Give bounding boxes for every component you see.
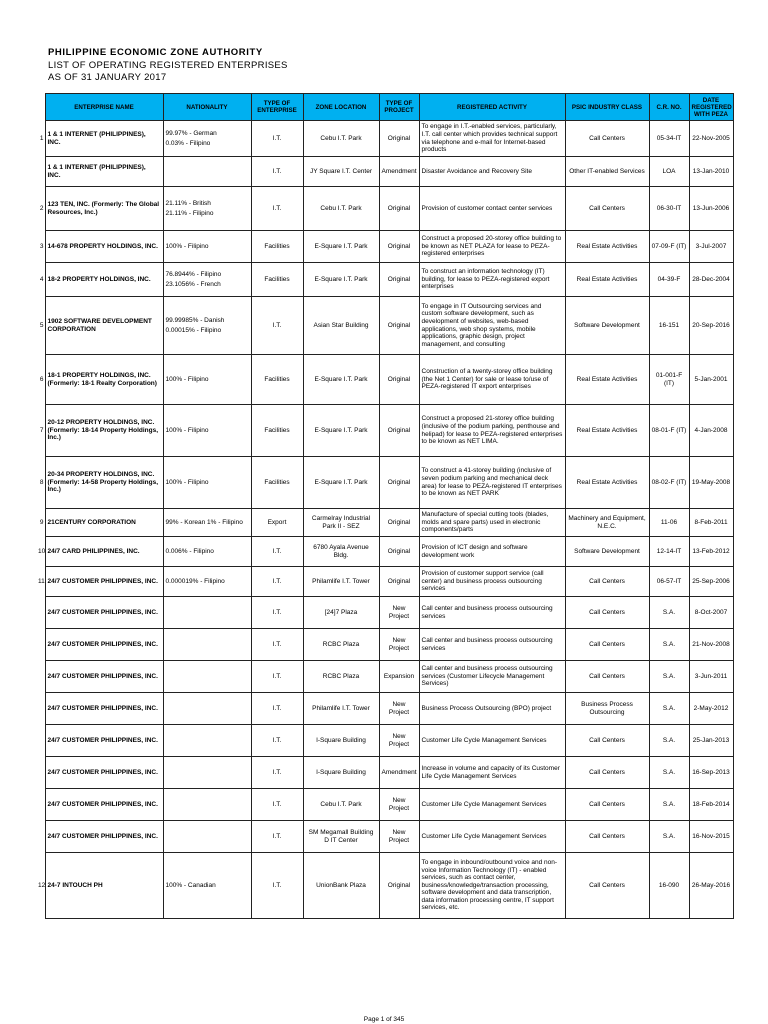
nationality-line: 100% - Filipino bbox=[165, 478, 209, 486]
zone-location-cell: E-Square I.T. Park bbox=[303, 405, 379, 457]
nationality-line: 100% - Filipino bbox=[165, 242, 209, 250]
project-type-cell: Original bbox=[379, 509, 419, 537]
document-authority: PHILIPPINE ECONOMIC ZONE AUTHORITY bbox=[48, 47, 263, 58]
project-type-cell: Expansion bbox=[379, 661, 419, 693]
nationality-cell bbox=[163, 509, 251, 537]
nationality-line: 21.11% - British bbox=[165, 199, 211, 207]
date-registered-cell: 5-Jan-2001 bbox=[689, 355, 733, 405]
registered-activity-cell: To construct an information technology (IT) building, for lease to PEZA-registered export enterprises bbox=[419, 263, 565, 297]
registered-activity-cell: Customer Life Cycle Management Services bbox=[419, 789, 565, 821]
row-number: 3 bbox=[39, 242, 44, 250]
table-row bbox=[36, 853, 733, 919]
cr-no-cell: S.A. bbox=[649, 597, 689, 629]
table-row bbox=[36, 725, 733, 757]
enterprise-name-cell: 1902 SOFTWARE DEVELOPMENT CORPORATION bbox=[45, 297, 163, 355]
psic-class-cell: Other IT-enabled Services bbox=[565, 157, 649, 187]
table-row bbox=[36, 121, 733, 157]
registered-activity-cell: To engage in inbound/outbound voice and non-voice Information Technology (IT) - enabled services, such as contact center, business/knowledge/transaction processing, software development and data transcription, data information processing centre, IT support services, etc. bbox=[419, 853, 565, 919]
enterprise-type-cell: I.T. bbox=[251, 757, 303, 789]
nationality-line: 0.00015% - Filipino bbox=[165, 326, 222, 334]
nationality-cell bbox=[163, 187, 251, 231]
nationality-cell bbox=[163, 661, 251, 693]
zone-location-cell: E-Square I.T. Park bbox=[303, 263, 379, 297]
registered-activity-cell: Call center and business process outsourcing services bbox=[419, 597, 565, 629]
nationality-line: 23.1056% - French bbox=[165, 280, 221, 288]
enterprise-name-cell: 123 TEN, INC. (Formerly: The Global Resources, Inc.) bbox=[45, 187, 163, 231]
nationality-line: 21.11% - Filipino bbox=[165, 209, 214, 217]
registered-activity-cell: Construct a proposed 21-storey office building (inclusive of the podium parking, penthouse and helipad) for lease to PEZA-registered enterprises to be known as NET LIMA. bbox=[419, 405, 565, 457]
col-registered-activity: REGISTERED ACTIVITY bbox=[419, 94, 565, 121]
row-number bbox=[36, 789, 45, 821]
cr-no-cell: 16-090 bbox=[649, 853, 689, 919]
enterprise-name-cell: 18-2 PROPERTY HOLDINGS, INC. bbox=[45, 263, 163, 297]
enterprise-type-cell: Facilities bbox=[251, 355, 303, 405]
psic-class-cell: Call Centers bbox=[565, 567, 649, 597]
table-row bbox=[36, 757, 733, 789]
nationality-cell bbox=[163, 693, 251, 725]
project-type-cell: New Project bbox=[379, 789, 419, 821]
psic-class-cell: Call Centers bbox=[565, 725, 649, 757]
row-number: 7 bbox=[39, 426, 44, 434]
psic-class-cell: Real Estate Activities bbox=[565, 231, 649, 263]
enterprise-type-cell: I.T. bbox=[251, 853, 303, 919]
date-registered-cell: 25-Jan-2013 bbox=[689, 725, 733, 757]
date-registered-cell: 8-Feb-2011 bbox=[689, 509, 733, 537]
enterprise-type-cell: I.T. bbox=[251, 537, 303, 567]
registered-activity-cell: Disaster Avoidance and Recovery Site bbox=[419, 157, 565, 187]
registered-activity-cell: Construction of a twenty-storey office building (the Net 1 Center) for sale or lease to/use of PEZA-registered IT export enterprises bbox=[419, 355, 565, 405]
cr-no-cell: 07-09-F (IT) bbox=[649, 231, 689, 263]
zone-location-cell: E-Square I.T. Park bbox=[303, 231, 379, 263]
col-type-of-enterprise: TYPE OF ENTERPRISE bbox=[251, 94, 303, 121]
table-row bbox=[36, 297, 733, 355]
cr-no-cell: S.A. bbox=[649, 789, 689, 821]
row-number bbox=[36, 757, 45, 789]
nationality-cell bbox=[163, 757, 251, 789]
psic-class-cell: Real Estate Activities bbox=[565, 457, 649, 509]
table-row bbox=[36, 629, 733, 661]
registered-activity-cell: Construct a proposed 20-storey office building to be known as NET PLAZA for lease to PEZA-registered enterprises bbox=[419, 231, 565, 263]
enterprise-name-cell: 24/7 CUSTOMER PHILIPPINES, INC. bbox=[45, 821, 163, 853]
enterprise-name-cell: 24/7 CUSTOMER PHILIPPINES, INC. bbox=[45, 567, 163, 597]
cr-no-cell: 04-39-F bbox=[649, 263, 689, 297]
date-registered-cell: 4-Jan-2008 bbox=[689, 405, 733, 457]
psic-class-cell: Call Centers bbox=[565, 789, 649, 821]
table-row bbox=[36, 157, 733, 187]
nationality-line: 100% - Filipino bbox=[165, 426, 209, 434]
project-type-cell: Original bbox=[379, 231, 419, 263]
nationality-cell bbox=[163, 853, 251, 919]
zone-location-cell: RCBC Plaza bbox=[303, 629, 379, 661]
enterprise-name-cell: 24/7 CUSTOMER PHILIPPINES, INC. bbox=[45, 661, 163, 693]
row-number: 8 bbox=[39, 478, 44, 486]
row-number: 12 bbox=[38, 881, 45, 889]
registered-activity-cell: Business Process Outsourcing (BPO) project bbox=[419, 693, 565, 725]
nationality-cell bbox=[163, 789, 251, 821]
zone-location-cell: E-Square I.T. Park bbox=[303, 355, 379, 405]
document-title: LIST OF OPERATING REGISTERED ENTERPRISES bbox=[48, 60, 288, 71]
table-row bbox=[36, 821, 733, 853]
project-type-cell: Original bbox=[379, 297, 419, 355]
cr-no-cell: S.A. bbox=[649, 821, 689, 853]
psic-class-cell: Real Estate Activities bbox=[565, 355, 649, 405]
col-cr-no: C.R. NO. bbox=[649, 94, 689, 121]
enterprise-name-cell: 24/7 CUSTOMER PHILIPPINES, INC. bbox=[45, 725, 163, 757]
enterprise-type-cell: I.T. bbox=[251, 567, 303, 597]
cr-no-cell: 08-01-F (IT) bbox=[649, 405, 689, 457]
nationality-cell bbox=[163, 121, 251, 157]
zone-location-cell: Cebu I.T. Park bbox=[303, 121, 379, 157]
nationality-cell bbox=[163, 597, 251, 629]
enterprise-type-cell: I.T. bbox=[251, 157, 303, 187]
registered-activity-cell: To engage in I.T.-enabled services, particularly, I.T. call center which provides technical support via telephone and e-mail for Internet-based products bbox=[419, 121, 565, 157]
document-date: AS OF 31 JANUARY 2017 bbox=[48, 72, 167, 83]
project-type-cell: New Project bbox=[379, 821, 419, 853]
project-type-cell: Original bbox=[379, 355, 419, 405]
psic-class-cell: Software Development bbox=[565, 537, 649, 567]
cr-no-cell: S.A. bbox=[649, 629, 689, 661]
enterprise-name-cell: 18-1 PROPERTY HOLDINGS, INC. (Formerly: 18-1 Realty Corporation) bbox=[45, 355, 163, 405]
col-date-registered: DATE REGISTERED WITH PEZA bbox=[689, 94, 733, 121]
psic-class-cell: Call Centers bbox=[565, 121, 649, 157]
nationality-cell bbox=[163, 537, 251, 567]
cr-no-cell: S.A. bbox=[649, 757, 689, 789]
col-zone-location: ZONE LOCATION bbox=[303, 94, 379, 121]
registered-activity-cell: To engage in IT Outsourcing services and custom software development, such as development of websites, web-based applications, web shop systems, mobile applications, graphic design, project management, and consulting bbox=[419, 297, 565, 355]
table-row bbox=[36, 661, 733, 693]
enterprise-type-cell: I.T. bbox=[251, 121, 303, 157]
nationality-cell bbox=[163, 725, 251, 757]
enterprise-name-cell: 24/7 CARD PHILIPPINES, INC. bbox=[45, 537, 163, 567]
cr-no-cell: 06-57-IT bbox=[649, 567, 689, 597]
nationality-line: 100% - Canadian bbox=[165, 881, 216, 889]
enterprise-name-cell: 24/7 CUSTOMER PHILIPPINES, INC. bbox=[45, 693, 163, 725]
row-number bbox=[36, 157, 45, 187]
date-registered-cell: 21-Nov-2008 bbox=[689, 629, 733, 661]
registered-activity-cell: Customer Life Cycle Management Services bbox=[419, 725, 565, 757]
zone-location-cell: JY Square I.T. Center bbox=[303, 157, 379, 187]
zone-location-cell: 6780 Ayala Avenue Bldg. bbox=[303, 537, 379, 567]
table-row bbox=[36, 405, 733, 457]
registered-activity-cell: Increase in volume and capacity of its Customer Life Cycle Management Services bbox=[419, 757, 565, 789]
zone-location-cell: E-Square I.T. Park bbox=[303, 457, 379, 509]
registered-activity-cell: Provision of customer contact center services bbox=[419, 187, 565, 231]
project-type-cell: New Project bbox=[379, 725, 419, 757]
zone-location-cell: I-Square Building bbox=[303, 725, 379, 757]
enterprise-type-cell: I.T. bbox=[251, 661, 303, 693]
zone-location-cell: Philamlife I.T. Tower bbox=[303, 693, 379, 725]
registered-activity-cell: Call center and business process outsourcing services bbox=[419, 629, 565, 661]
psic-class-cell: Call Centers bbox=[565, 821, 649, 853]
enterprise-name-cell: 24/7 CUSTOMER PHILIPPINES, INC. bbox=[45, 757, 163, 789]
project-type-cell: Original bbox=[379, 263, 419, 297]
enterprise-name-cell: 24/7 CUSTOMER PHILIPPINES, INC. bbox=[45, 597, 163, 629]
table-row bbox=[36, 693, 733, 725]
psic-class-cell: Call Centers bbox=[565, 853, 649, 919]
nationality-cell bbox=[163, 457, 251, 509]
table-row bbox=[36, 187, 733, 231]
cr-no-cell: 06-30-IT bbox=[649, 187, 689, 231]
enterprise-type-cell: I.T. bbox=[251, 629, 303, 661]
enterprise-type-cell: Facilities bbox=[251, 405, 303, 457]
table-row bbox=[36, 263, 733, 297]
date-registered-cell: 16-Nov-2015 bbox=[689, 821, 733, 853]
nationality-line: 0.000019% - Filipino bbox=[165, 577, 225, 585]
col-psic-industry-class: PSIC INDUSTRY CLASS bbox=[565, 94, 649, 121]
enterprise-name-cell: 1 & 1 INTERNET (PHILIPPINES), INC. bbox=[45, 121, 163, 157]
table-row bbox=[36, 567, 733, 597]
enterprise-name-cell: 14-678 PROPERTY HOLDINGS, INC. bbox=[45, 231, 163, 263]
enterprise-type-cell: Facilities bbox=[251, 231, 303, 263]
col-enterprise-name: ENTERPRISE NAME bbox=[45, 94, 163, 121]
registered-activity-cell: Provision of ICT design and software development work bbox=[419, 537, 565, 567]
row-number bbox=[36, 725, 45, 757]
zone-location-cell: Asian Star Building bbox=[303, 297, 379, 355]
registered-activity-cell: Customer Life Cycle Management Services bbox=[419, 821, 565, 853]
date-registered-cell: 19-May-2008 bbox=[689, 457, 733, 509]
zone-location-cell: Cebu I.T. Park bbox=[303, 789, 379, 821]
psic-class-cell: Call Centers bbox=[565, 661, 649, 693]
row-number: 10 bbox=[38, 547, 45, 555]
date-registered-cell: 25-Sep-2006 bbox=[689, 567, 733, 597]
nationality-line: 99.97% - German bbox=[165, 129, 217, 137]
zone-location-cell: I-Square Building bbox=[303, 757, 379, 789]
row-number bbox=[36, 821, 45, 853]
row-number: 1 bbox=[39, 134, 44, 142]
row-number: 6 bbox=[39, 375, 44, 383]
date-registered-cell: 18-Feb-2014 bbox=[689, 789, 733, 821]
date-registered-cell: 3-Jul-2007 bbox=[689, 231, 733, 263]
cr-no-cell: S.A. bbox=[649, 693, 689, 725]
page-footer: Page 1 of 345 bbox=[363, 1016, 405, 1023]
enterprise-name-cell: 24/7 CUSTOMER PHILIPPINES, INC. bbox=[45, 789, 163, 821]
row-number-header bbox=[36, 94, 45, 121]
project-type-cell: Original bbox=[379, 537, 419, 567]
date-registered-cell: 16-Sep-2013 bbox=[689, 757, 733, 789]
enterprise-type-cell: Facilities bbox=[251, 263, 303, 297]
table-header-row bbox=[36, 94, 733, 121]
project-type-cell: Original bbox=[379, 457, 419, 509]
project-type-cell: Original bbox=[379, 187, 419, 231]
project-type-cell: Original bbox=[379, 405, 419, 457]
enterprise-type-cell: I.T. bbox=[251, 789, 303, 821]
table-row bbox=[36, 509, 733, 537]
nationality-line: 0.006% - Filipino bbox=[165, 547, 214, 555]
enterprise-type-cell: I.T. bbox=[251, 297, 303, 355]
project-type-cell: Original bbox=[379, 853, 419, 919]
row-number bbox=[36, 629, 45, 661]
table-row bbox=[36, 789, 733, 821]
enterprise-name-cell: 24-7 INTOUCH PH bbox=[45, 853, 163, 919]
row-number bbox=[36, 597, 45, 629]
psic-class-cell: Call Centers bbox=[565, 187, 649, 231]
col-nationality: NATIONALITY bbox=[163, 94, 251, 121]
psic-class-cell: Call Centers bbox=[565, 629, 649, 661]
date-registered-cell: 13-Jan-2010 bbox=[689, 157, 733, 187]
table-row bbox=[36, 457, 733, 509]
enterprise-type-cell: I.T. bbox=[251, 725, 303, 757]
psic-class-cell: Call Centers bbox=[565, 597, 649, 629]
enterprise-type-cell: I.T. bbox=[251, 693, 303, 725]
registered-activity-cell: Manufacture of special cutting tools (blades, molds and spare parts) used in electronic components/parts bbox=[419, 509, 565, 537]
zone-location-cell: Cebu I.T. Park bbox=[303, 187, 379, 231]
row-number: 5 bbox=[39, 321, 44, 329]
enterprise-type-cell: I.T. bbox=[251, 597, 303, 629]
date-registered-cell: 13-Feb-2012 bbox=[689, 537, 733, 567]
zone-location-cell: UnionBank Plaza bbox=[303, 853, 379, 919]
enterprise-type-cell: Facilities bbox=[251, 457, 303, 509]
enterprise-name-cell: 24/7 CUSTOMER PHILIPPINES, INC. bbox=[45, 629, 163, 661]
psic-class-cell: Call Centers bbox=[565, 757, 649, 789]
zone-location-cell: SM Megamall Building D IT Center bbox=[303, 821, 379, 853]
date-registered-cell: 22-Nov-2005 bbox=[689, 121, 733, 157]
date-registered-cell: 26-May-2016 bbox=[689, 853, 733, 919]
nationality-cell bbox=[163, 567, 251, 597]
row-number bbox=[36, 693, 45, 725]
nationality-cell bbox=[163, 821, 251, 853]
nationality-cell bbox=[163, 231, 251, 263]
nationality-line: 0.03% - Filipino bbox=[165, 139, 211, 147]
table-row bbox=[36, 597, 733, 629]
enterprise-name-cell: 20-34 PROPERTY HOLDINGS, INC. (Formerly: 14-58 Property Holdings, Inc.) bbox=[45, 457, 163, 509]
registered-activity-cell: Provision of customer support service (call center) and business process outsourcing services bbox=[419, 567, 565, 597]
nationality-cell bbox=[163, 157, 251, 187]
project-type-cell: Amendment bbox=[379, 157, 419, 187]
nationality-line: 76.8944% - Filipino bbox=[165, 270, 222, 278]
nationality-cell bbox=[163, 263, 251, 297]
table-row bbox=[36, 355, 733, 405]
date-registered-cell: 13-Jun-2006 bbox=[689, 187, 733, 231]
nationality-cell bbox=[163, 355, 251, 405]
enterprise-name-cell: 20-12 PROPERTY HOLDINGS, INC. (Formerly: 18-14 Property Holdings, Inc.) bbox=[45, 405, 163, 457]
date-registered-cell: 2-May-2012 bbox=[689, 693, 733, 725]
row-number: 4 bbox=[39, 275, 44, 283]
date-registered-cell: 8-Oct-2007 bbox=[689, 597, 733, 629]
project-type-cell: New Project bbox=[379, 597, 419, 629]
psic-class-cell: Real Estate Activities bbox=[565, 405, 649, 457]
table-row bbox=[36, 537, 733, 567]
cr-no-cell: 16-151 bbox=[649, 297, 689, 355]
date-registered-cell: 28-Dec-2004 bbox=[689, 263, 733, 297]
nationality-line: 100% - Filipino bbox=[165, 375, 209, 383]
project-type-cell: Original bbox=[379, 567, 419, 597]
col-type-of-project: TYPE OF PROJECT bbox=[379, 94, 419, 121]
cr-no-cell: 08-02-F (IT) bbox=[649, 457, 689, 509]
enterprise-name-cell: 1 & 1 INTERNET (PHILIPPINES), INC. bbox=[45, 157, 163, 187]
nationality-cell bbox=[163, 629, 251, 661]
registered-activity-cell: Call center and business process outsourcing services (Customer Lifecycle Management Services) bbox=[419, 661, 565, 693]
registered-activity-cell: To construct a 41-storey building (inclusive of seven podium parking and mechanical deck area) for lease to PEZA-registered IT enterprises to be known as NET PARK bbox=[419, 457, 565, 509]
row-number: 11 bbox=[38, 577, 45, 585]
zone-location-cell: RCBC Plaza bbox=[303, 661, 379, 693]
cr-no-cell: S.A. bbox=[649, 661, 689, 693]
date-registered-cell: 20-Sep-2016 bbox=[689, 297, 733, 355]
cr-no-cell: 05-34-IT bbox=[649, 121, 689, 157]
project-type-cell: New Project bbox=[379, 629, 419, 661]
row-number: 9 bbox=[39, 518, 44, 526]
nationality-cell bbox=[163, 297, 251, 355]
nationality-cell bbox=[163, 405, 251, 457]
psic-class-cell: Business Process Outsourcing bbox=[565, 693, 649, 725]
project-type-cell: Original bbox=[379, 121, 419, 157]
enterprise-table bbox=[36, 93, 734, 919]
row-number: 2 bbox=[39, 204, 44, 212]
nationality-line: 99.99985% - Danish bbox=[165, 316, 225, 324]
psic-class-cell: Software Development bbox=[565, 297, 649, 355]
enterprise-type-cell: I.T. bbox=[251, 187, 303, 231]
cr-no-cell: 11-06 bbox=[649, 509, 689, 537]
psic-class-cell: Machinery and Equipment, N.E.C. bbox=[565, 509, 649, 537]
nationality-line: 99% - Korean 1% - Filipino bbox=[165, 518, 243, 526]
zone-location-cell: Philamlife I.T. Tower bbox=[303, 567, 379, 597]
table-row bbox=[36, 231, 733, 263]
row-number bbox=[36, 661, 45, 693]
enterprise-type-cell: I.T. bbox=[251, 821, 303, 853]
enterprise-name-cell: 21CENTURY CORPORATION bbox=[45, 509, 163, 537]
enterprise-type-cell: Export bbox=[251, 509, 303, 537]
psic-class-cell: Real Estate Activities bbox=[565, 263, 649, 297]
zone-location-cell: [24]7 Plaza bbox=[303, 597, 379, 629]
project-type-cell: Amendment bbox=[379, 757, 419, 789]
zone-location-cell: Carmelray Industrial Park II - SEZ bbox=[303, 509, 379, 537]
project-type-cell: New Project bbox=[379, 693, 419, 725]
cr-no-cell: LOA bbox=[649, 157, 689, 187]
cr-no-cell: S.A. bbox=[649, 725, 689, 757]
cr-no-cell: 01-001-F (IT) bbox=[649, 355, 689, 405]
date-registered-cell: 3-Jun-2011 bbox=[689, 661, 733, 693]
cr-no-cell: 12-14-IT bbox=[649, 537, 689, 567]
